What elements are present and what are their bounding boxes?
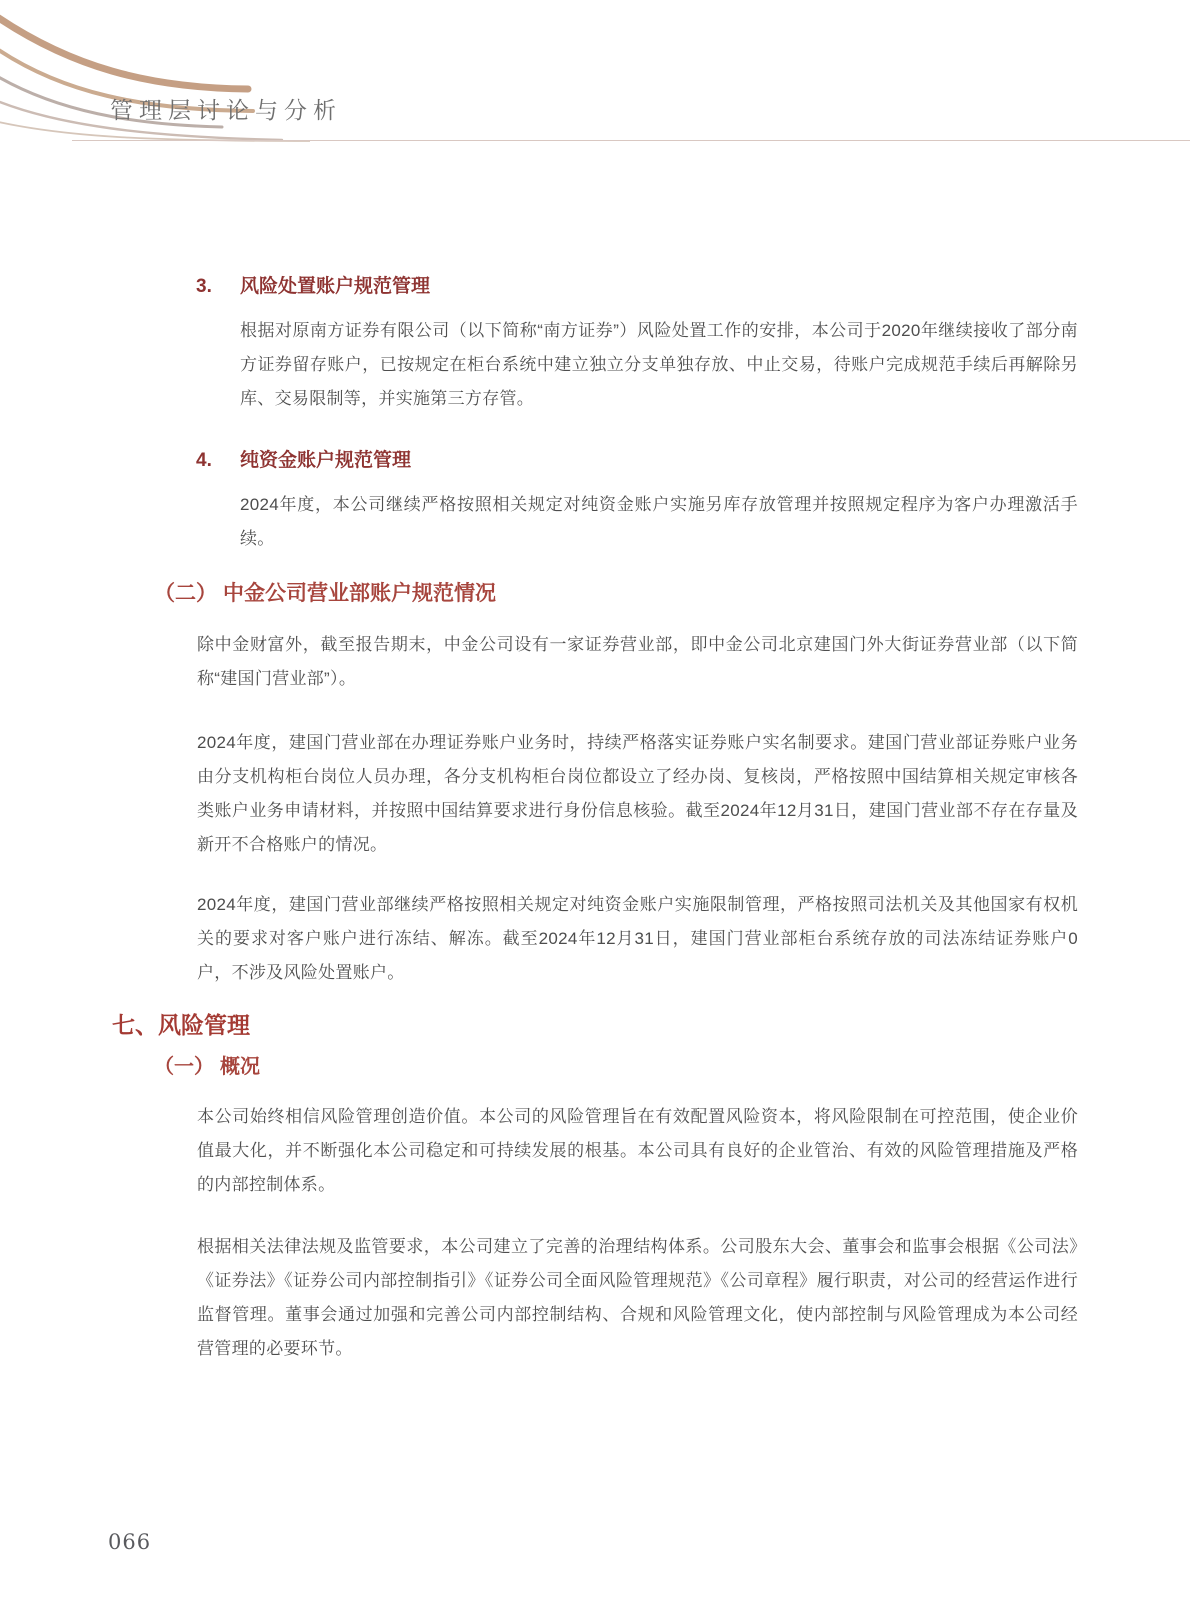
subsection-2-paragraph-2: 2024年度，建国门营业部在办理证券账户业务时，持续严格落实证券账户实名制要求。建国门营业部证券账户业务由分支机构柜台岗位人员办理，各分支机构柜台岗位都设立了经办岗、复核岗，严格按照中国结算相关规定审核各类账户业务申请材料，并按照中国结算要求进行身份信息核验。截至2024年12月31日，建国门营业部不存在存量及新开不合格账户的情况。 xyxy=(197,733,1078,854)
subsection-2-title: 中金公司营业部账户规范情况 xyxy=(223,582,496,605)
section-3-title: 风险处置账户规范管理 xyxy=(240,276,431,297)
section-3-heading xyxy=(196,274,430,300)
subsection-1-label: （一） xyxy=(154,1056,214,1078)
subsection-2-paragraph-1: 除中金财富外，截至报告期末，中金公司设有一家证券营业部，即中金公司北京建国门外大街证券营业部（以下简称“建国门营业部”）。 xyxy=(197,635,1078,688)
section-3-number: 3. xyxy=(196,276,212,297)
header-divider xyxy=(72,140,1190,141)
section-7-label: 七、 xyxy=(112,1012,158,1038)
header-swoosh-icon xyxy=(0,10,310,160)
section-4-title: 纯资金账户规范管理 xyxy=(240,450,412,471)
subsection-2-label: （二） xyxy=(154,582,217,605)
page-number: 066 xyxy=(108,1530,152,1554)
subsection-1-paragraph-1: 本公司始终相信风险管理创造价值。本公司的风险管理旨在有效配置风险资本，将风险限制在可控范围，使企业价值最大化，并不断强化本公司稳定和可持续发展的根基。本公司具有良好的企业管治、有效的风险管理措施及严格的内部控制体系。 xyxy=(197,1107,1078,1194)
subsection-1-title: 概况 xyxy=(220,1056,260,1078)
section-7-title: 风险管理 xyxy=(158,1012,250,1038)
subsection-1-paragraph-2: 根据相关法律法规及监管要求，本公司建立了完善的治理结构体系。公司股东大会、董事会和监事会根据《公司法》《证券法》《证券公司内部控制指引》《证券公司全面风险管理规范》《公司章程》履行职责，对公司的经营运作进行监督管理。董事会通过加强和完善公司内部控制结构、合规和风险管理文化，使内部控制与风险管理成为本公司经营管理的必要环节。 xyxy=(197,1237,1078,1358)
section-3-paragraph: 根据对原南方证券有限公司（以下简称“南方证券”）风险处置工作的安排，本公司于2020年继续接收了部分南方证券留存账户，已按规定在柜台系统中建立独立分支单独存放、中止交易，待账户完成规范手续后再解除另库、交易限制等，并实施第三方存管。 xyxy=(240,321,1078,408)
subsection-2-heading xyxy=(154,580,496,608)
section-4-number: 4. xyxy=(196,450,212,471)
subsection-2-paragraph-3: 2024年度，建国门营业部继续严格按照相关规定对纯资金账户实施限制管理，严格按照司法机关及其他国家有权机关的要求对客户账户进行冻结、解冻。截至2024年12月31日，建国门营业部柜台系统存放的司法冻结证券账户0户，不涉及风险处置账户。 xyxy=(197,895,1078,982)
subsection-1-heading xyxy=(154,1054,260,1081)
section-4-heading xyxy=(196,448,411,474)
section-4-paragraph: 2024年度，本公司继续严格按照相关规定对纯资金账户实施另库存放管理并按照规定程序为客户办理激活手续。 xyxy=(240,495,1078,548)
section-7-heading xyxy=(112,1010,250,1040)
page-header-title: 管理层讨论与分析 xyxy=(110,98,342,124)
